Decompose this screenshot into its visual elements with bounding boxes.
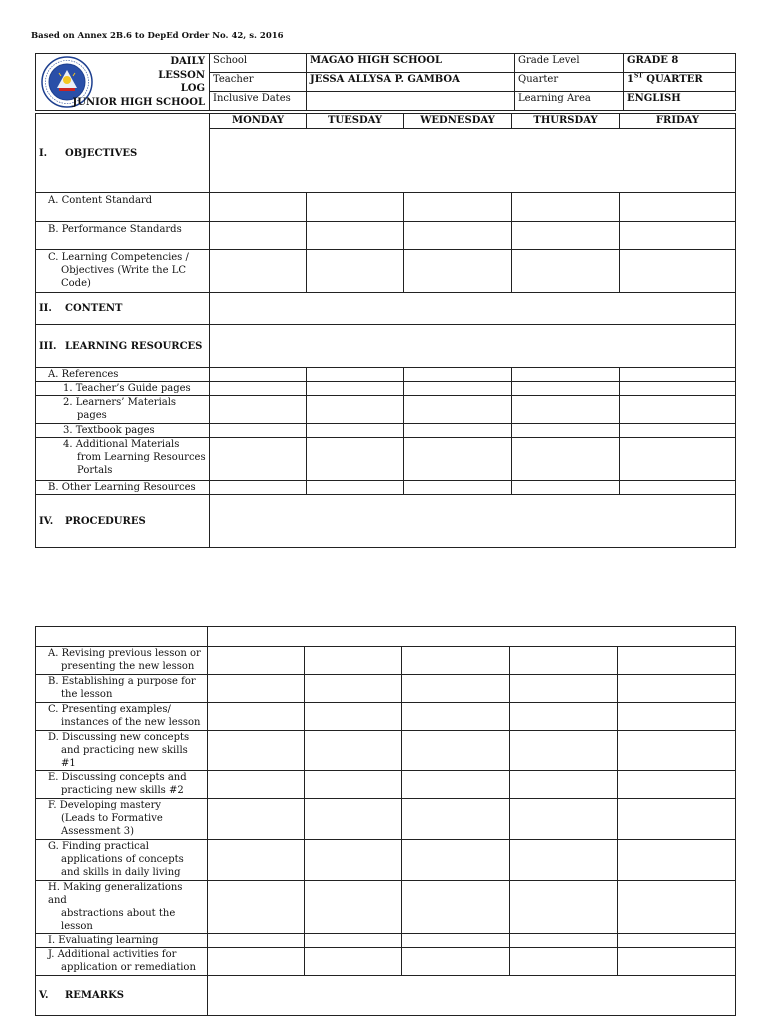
cell[interactable] xyxy=(510,675,618,703)
cell[interactable] xyxy=(618,675,736,703)
cell[interactable] xyxy=(618,771,736,799)
procedure-row-a: A. Revising previous lesson or presenting the new lesson xyxy=(36,647,208,675)
cell[interactable] xyxy=(510,703,618,731)
section-procedures: IV. PROCEDURES xyxy=(36,495,210,548)
cell[interactable] xyxy=(305,840,402,881)
cell[interactable] xyxy=(404,222,512,250)
learning-area-value[interactable]: ENGLISH xyxy=(624,92,736,111)
cell[interactable] xyxy=(512,250,620,293)
cell[interactable] xyxy=(210,193,307,222)
procedure-row-f: F. Developing mastery (Leads to Formative Assessment 3) xyxy=(36,799,208,840)
cell[interactable] xyxy=(620,424,736,438)
cell[interactable] xyxy=(307,481,404,495)
cell[interactable] xyxy=(208,647,305,675)
cell[interactable] xyxy=(210,250,307,293)
cell[interactable] xyxy=(208,840,305,881)
teacher-label: Teacher xyxy=(210,73,307,92)
cell[interactable] xyxy=(210,438,307,481)
cell[interactable] xyxy=(620,438,736,481)
cell[interactable] xyxy=(208,948,305,976)
procedures-continued-cell[interactable] xyxy=(208,627,736,647)
cell[interactable] xyxy=(208,731,305,771)
cell[interactable] xyxy=(307,368,404,382)
row-textbook-pages: 3. Textbook pages xyxy=(36,424,210,438)
cell[interactable] xyxy=(208,703,305,731)
remarks-cell[interactable] xyxy=(208,976,736,1016)
grade-level-value[interactable]: GRADE 8 xyxy=(624,54,736,73)
dll-line-daily: DAILY xyxy=(170,56,205,67)
cell[interactable] xyxy=(208,934,305,948)
cell[interactable] xyxy=(210,222,307,250)
annex-reference: Based on Annex 2B.6 to DepEd Order No. 42, s. 2016 xyxy=(31,31,284,41)
row-teachers-guide: 1. Teacher’s Guide pages xyxy=(36,382,210,396)
cell[interactable] xyxy=(510,731,618,771)
cell[interactable] xyxy=(305,934,402,948)
cell[interactable] xyxy=(402,948,510,976)
inclusive-dates-value[interactable] xyxy=(307,92,515,111)
cell[interactable] xyxy=(512,424,620,438)
cell[interactable] xyxy=(402,881,510,934)
cell[interactable] xyxy=(208,799,305,840)
cell[interactable] xyxy=(307,222,404,250)
procedure-row-j: J. Additional activities for application or remediation xyxy=(36,948,208,976)
cell[interactable] xyxy=(620,368,736,382)
cell[interactable] xyxy=(620,396,736,424)
cell[interactable] xyxy=(402,771,510,799)
cell[interactable] xyxy=(402,675,510,703)
cell[interactable] xyxy=(620,382,736,396)
cell[interactable] xyxy=(307,438,404,481)
cell[interactable] xyxy=(208,771,305,799)
dll-title-cell xyxy=(36,54,210,111)
lesson-log-table xyxy=(35,113,736,548)
cell[interactable] xyxy=(510,771,618,799)
cell[interactable] xyxy=(404,368,512,382)
content-cell[interactable] xyxy=(210,293,736,325)
procedure-row-b: B. Establishing a purpose for the lesson xyxy=(36,675,208,703)
day-header-monday: MONDAY xyxy=(210,114,307,129)
cell[interactable] xyxy=(305,647,402,675)
cell[interactable] xyxy=(510,948,618,976)
dll-line-lesson: LESSON xyxy=(158,69,205,81)
cell[interactable] xyxy=(404,250,512,293)
section-remarks: V. REMARKS xyxy=(36,976,208,1016)
cell[interactable] xyxy=(404,438,512,481)
section-learning-resources: III. LEARNING RESOURCES xyxy=(36,325,210,368)
row-learning-competencies: C. Learning Competencies / Objectives (Write the LC Code) xyxy=(36,250,210,293)
day-header-wednesday: WEDNESDAY xyxy=(404,114,512,129)
cell[interactable] xyxy=(307,382,404,396)
cell[interactable] xyxy=(510,647,618,675)
cell[interactable] xyxy=(618,731,736,771)
cell[interactable] xyxy=(404,481,512,495)
resources-cell[interactable] xyxy=(210,325,736,368)
cell[interactable] xyxy=(512,396,620,424)
cell[interactable] xyxy=(510,881,618,934)
cell[interactable] xyxy=(305,675,402,703)
cell[interactable] xyxy=(307,396,404,424)
procedure-row-g: G. Finding practical applications of concepts and skills in daily living xyxy=(36,840,208,881)
cell[interactable] xyxy=(618,647,736,675)
cell[interactable] xyxy=(307,424,404,438)
procedure-row-d: D. Discussing new concepts and practicing new skills #1 xyxy=(36,731,208,771)
row-other-resources: B. Other Learning Resources xyxy=(36,481,210,495)
cell[interactable] xyxy=(307,193,404,222)
school-label: School xyxy=(210,54,307,73)
cell[interactable] xyxy=(404,396,512,424)
cell[interactable] xyxy=(210,368,307,382)
cell[interactable] xyxy=(402,647,510,675)
cell[interactable] xyxy=(402,840,510,881)
cell[interactable] xyxy=(305,703,402,731)
cell[interactable] xyxy=(512,368,620,382)
section-objectives: I. OBJECTIVES xyxy=(36,114,210,193)
cell[interactable] xyxy=(210,481,307,495)
cell[interactable] xyxy=(404,382,512,396)
procedure-row-e: E. Discussing concepts and practicing new skills #2 xyxy=(36,771,208,799)
grade-level-label: Grade Level xyxy=(515,54,624,73)
section-content: II. CONTENT xyxy=(36,293,210,325)
cell[interactable] xyxy=(210,382,307,396)
cell[interactable] xyxy=(512,382,620,396)
cell[interactable] xyxy=(210,396,307,424)
cell[interactable] xyxy=(510,799,618,840)
quarter-value[interactable]: 1ST QUARTER xyxy=(624,73,736,92)
cell[interactable] xyxy=(307,250,404,293)
row-performance-standards: B. Performance Standards xyxy=(36,222,210,250)
cell[interactable] xyxy=(510,840,618,881)
cell[interactable] xyxy=(305,771,402,799)
row-references: A. References xyxy=(36,368,210,382)
cell[interactable] xyxy=(618,799,736,840)
cell[interactable] xyxy=(510,934,618,948)
cell[interactable] xyxy=(402,934,510,948)
cell[interactable] xyxy=(404,424,512,438)
cell[interactable] xyxy=(402,703,510,731)
cell[interactable] xyxy=(402,799,510,840)
objectives-cell[interactable] xyxy=(210,129,736,193)
cell[interactable] xyxy=(512,222,620,250)
procedure-row-i: I. Evaluating learning xyxy=(36,934,208,948)
cell[interactable] xyxy=(618,703,736,731)
cell[interactable] xyxy=(620,481,736,495)
school-type: JUNIOR HIGH SCHOOL xyxy=(72,96,205,108)
quarter-label: Quarter xyxy=(515,73,624,92)
cell[interactable] xyxy=(618,881,736,934)
procedure-row-h: H. Making generalizations and abstractions about the lesson xyxy=(36,881,208,934)
row-content-standard: A. Content Standard xyxy=(36,193,210,222)
cell[interactable] xyxy=(305,731,402,771)
row-additional-materials: 4. Additional Materials from Learning Resources Portals xyxy=(36,438,210,481)
cell[interactable] xyxy=(620,222,736,250)
row-learners-materials: 2. Learners’ Materials pages xyxy=(36,396,210,424)
cell[interactable] xyxy=(620,250,736,293)
procedures-cell[interactable] xyxy=(210,495,736,548)
cell[interactable] xyxy=(618,934,736,948)
cell[interactable] xyxy=(208,675,305,703)
cell[interactable] xyxy=(620,193,736,222)
cell[interactable] xyxy=(305,881,402,934)
teacher-value[interactable]: JESSA ALLYSA P. GAMBOA xyxy=(307,73,515,92)
header-table xyxy=(35,53,736,111)
procedures-table xyxy=(35,626,736,1016)
cell[interactable] xyxy=(402,731,510,771)
cell[interactable] xyxy=(210,424,307,438)
day-header-tuesday: TUESDAY xyxy=(307,114,404,129)
procedures-continued-label xyxy=(36,627,208,647)
school-value[interactable]: MAGAO HIGH SCHOOL xyxy=(307,54,515,73)
procedure-row-c: C. Presenting examples/ instances of the new lesson xyxy=(36,703,208,731)
cell[interactable] xyxy=(305,948,402,976)
cell[interactable] xyxy=(305,799,402,840)
cell[interactable] xyxy=(512,481,620,495)
day-header-thursday: THURSDAY xyxy=(512,114,620,129)
cell[interactable] xyxy=(208,881,305,934)
cell[interactable] xyxy=(618,948,736,976)
cell[interactable] xyxy=(512,438,620,481)
day-header-friday: FRIDAY xyxy=(620,114,736,129)
cell[interactable] xyxy=(404,193,512,222)
cell[interactable] xyxy=(512,193,620,222)
inclusive-dates-label: Inclusive Dates xyxy=(210,92,307,111)
dll-line-log: LOG xyxy=(180,83,205,94)
cell[interactable] xyxy=(618,840,736,881)
learning-area-label: Learning Area xyxy=(515,92,624,111)
